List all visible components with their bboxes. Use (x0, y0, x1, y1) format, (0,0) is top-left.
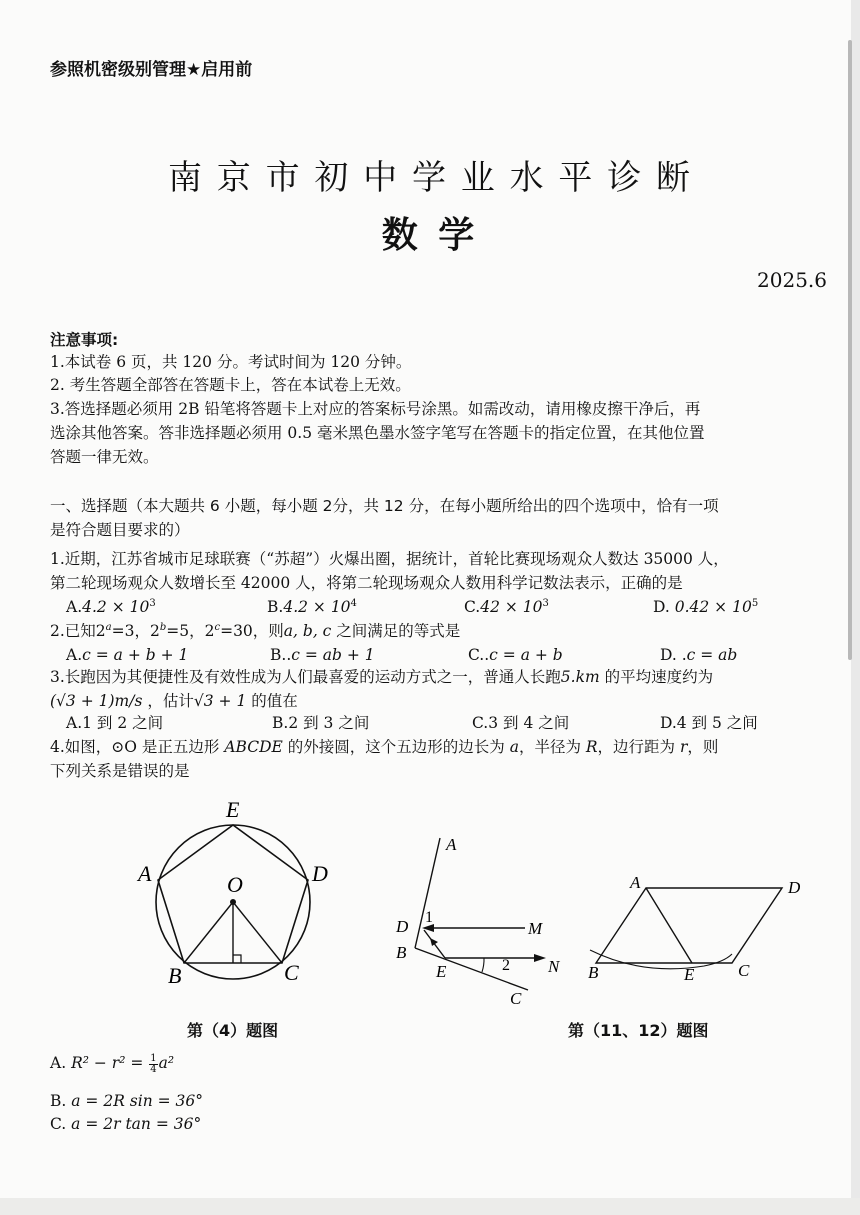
section1-heading-cont: 是符合题目要求的） (50, 521, 190, 539)
q1-text-line1: 1.近期，江苏省城市足球联赛（“苏超”）火爆出圈，据统计，首轮比赛现场观众人数达 35000 人， (50, 550, 729, 568)
label-c: C (738, 961, 750, 980)
label-n: N (548, 957, 560, 976)
label-m: M (528, 919, 543, 938)
label-a: A (630, 873, 641, 892)
q3-text-line2: (√3 + 1)m/s ，估计√3 + 1 的值在 (50, 692, 298, 710)
bottom-edge-shade (0, 1198, 860, 1215)
q4-text-line1: 4.如图，⊙O 是正五边形 ABCDE 的外接圆，这个五边形的边长为 a，半径为 R，边行距为 r，则 (50, 738, 719, 756)
q2-option-d: D. .c = ab (660, 646, 738, 664)
q4-option-c: C. a = 2r tan = 36° (50, 1115, 202, 1133)
exam-title: 南 京 市 初 中 学 业 水 平 诊 断 (167, 158, 693, 198)
security-note: 参照机密级别管理★启用前 (50, 60, 253, 80)
q1-text-line2: 第二轮现场观众人数增长至 42000 人，将第二轮现场观众人数用科学记数法表示，正确的是 (50, 574, 683, 592)
notes-heading: 注意事项: (50, 331, 119, 349)
radius-oc (233, 902, 282, 963)
line-a-b (415, 838, 440, 948)
q2-option-a: A.c = a + b + 1 (66, 646, 189, 664)
q2-option-b: B..c = ab + 1 (270, 646, 375, 664)
figure-q4-pentagon (130, 795, 330, 995)
fraction-one-quarter: $\frac{1}{4}$ (150, 1052, 157, 1075)
q3-text-line1: 3.长跑因为其便捷性及有效性成为人们最喜爱的运动方式之一，普通人长跑5.km 的平均速度约为 (50, 668, 714, 686)
notes-item-3-end: 答题一律无效。 (50, 448, 159, 466)
q2-option-c: C..c = a + b (468, 646, 563, 664)
adjacent-page-edge (851, 0, 860, 1215)
label-2: 2 (502, 957, 510, 974)
figure-q12-parallelogram (582, 868, 812, 983)
q4-option-a: A. R² − r² = $\frac{1}{4}$ a² (50, 1052, 175, 1075)
q4-text-line2: 下列关系是错误的是 (50, 762, 190, 780)
figure-q4-caption: 第（4）题图 (187, 1021, 279, 1040)
label-d: D (396, 917, 409, 936)
notes-item-2: 2. 考生答题全部答在答题卡上，答在本试卷上无效。 (50, 376, 411, 394)
figure-q11-angles (390, 830, 570, 1005)
right-angle-mark (233, 955, 241, 963)
q3-option-a: A.1 到 2 之间 (66, 714, 164, 732)
arrow-de (430, 938, 438, 946)
q2-text: 2.已知$2^a=3$，$2^b=5$，$2^c=30$，则a, b, c 之间满足的等式是 (50, 622, 461, 640)
q3-option-d: D.4 到 5 之间 (660, 714, 758, 732)
segment-a-e (646, 888, 692, 963)
q1-option-d: D. $0.42 \times 10^5$ (653, 598, 759, 616)
label-b: B (396, 943, 407, 962)
notes-item-3-cont: 选涂其他答案。答非选择题必须用 0.5 毫米黑色墨水签字笔写在答题卡的指定位置，在其他位置 (50, 424, 705, 442)
line-b-c (415, 948, 528, 990)
label-e: E (684, 965, 695, 983)
q1-option-b: $B.4.2 \times 10^4$ (267, 598, 357, 616)
q3-option-b: B.2 到 3 之间 (272, 714, 370, 732)
center-point-o (230, 899, 236, 905)
q1-option-a: $A.4.2 \times 10^3$ (66, 598, 156, 616)
exam-date: 2025.6 (757, 268, 827, 292)
section1-heading: 一、选择题（本大题共 6 小题，每小题 2分，共 12 分，在每小题所给出的四个选项中，恰有一项 (50, 497, 719, 515)
q1-option-c: $C.42 \times 10^3$ (464, 598, 549, 616)
label-c: C (510, 989, 522, 1005)
label-e: E (226, 797, 240, 822)
arrow-en (534, 954, 546, 962)
parallelogram-abcd (596, 888, 782, 963)
label-d: D (312, 861, 328, 886)
label-o: O (227, 872, 243, 897)
notes-item-3: 3.答选择题必须用 2B 铅笔将答题卡上对应的答案标号涂黑。如需改动，请用橡皮擦干净后，再 (50, 400, 701, 418)
label-a: A (446, 835, 457, 854)
angle-2-arc (482, 958, 484, 972)
q3-option-c: C.3 到 4 之间 (472, 714, 570, 732)
radius-ob (184, 902, 233, 963)
label-c: C (284, 960, 299, 985)
subject-title: 数 学 (381, 215, 479, 256)
vertical-scrollbar[interactable] (848, 40, 852, 660)
arc-b-e (590, 950, 732, 969)
label-1: 1 (425, 909, 433, 926)
label-e: E (436, 962, 447, 981)
notes-item-1: 1.本试卷 6 页，共 120 分。考试时间为 120 分钟。 (50, 353, 412, 371)
figure-q11-caption: 第（11、12）题图 (568, 1021, 709, 1040)
label-a: A (138, 861, 152, 886)
label-b: B (588, 963, 599, 982)
label-b: B (168, 963, 182, 988)
q4-option-b: B. a = 2R sin = 36° (50, 1092, 203, 1110)
label-d: D (788, 878, 801, 897)
